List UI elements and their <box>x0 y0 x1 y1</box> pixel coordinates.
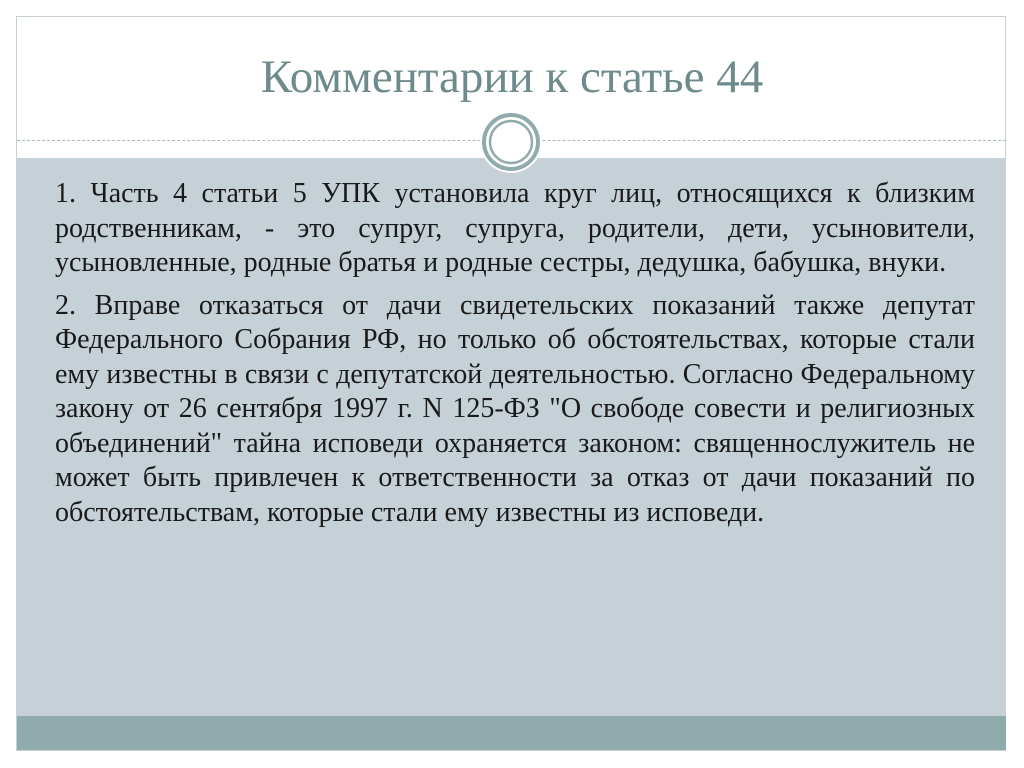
slide-body <box>55 177 975 538</box>
circle-ornament-icon <box>480 111 542 173</box>
slide-title: Комментарии к статье 44 <box>260 51 764 103</box>
footer-bar <box>17 716 1006 750</box>
paragraph-2: 2. Вправе отказаться от дачи свидетельских показаний также депутат Федерального Собрания РФ, но только об обстоятельствах, которые стали ему известны в связи с депутатской деятельностью. Согласно Федеральному закону от 26 сентября 1997 г. N 125-ФЗ "О свободе совести и религиозных объединений" тайна исповеди охраняется законом: священнослужитель не может быть привлечен к ответственности за отказ от дачи показаний по обстоятельствам, которые стали ему известны из исповеди. <box>55 289 975 528</box>
paragraph-1: 1. Часть 4 статьи 5 УПК установила круг лиц, относящихся к близким родственникам, - это супруг, супруга, родители, дети, усыновители, усыновленные, родные братья и родные сестры, дедушка, бабушка, внуки. <box>55 178 975 278</box>
